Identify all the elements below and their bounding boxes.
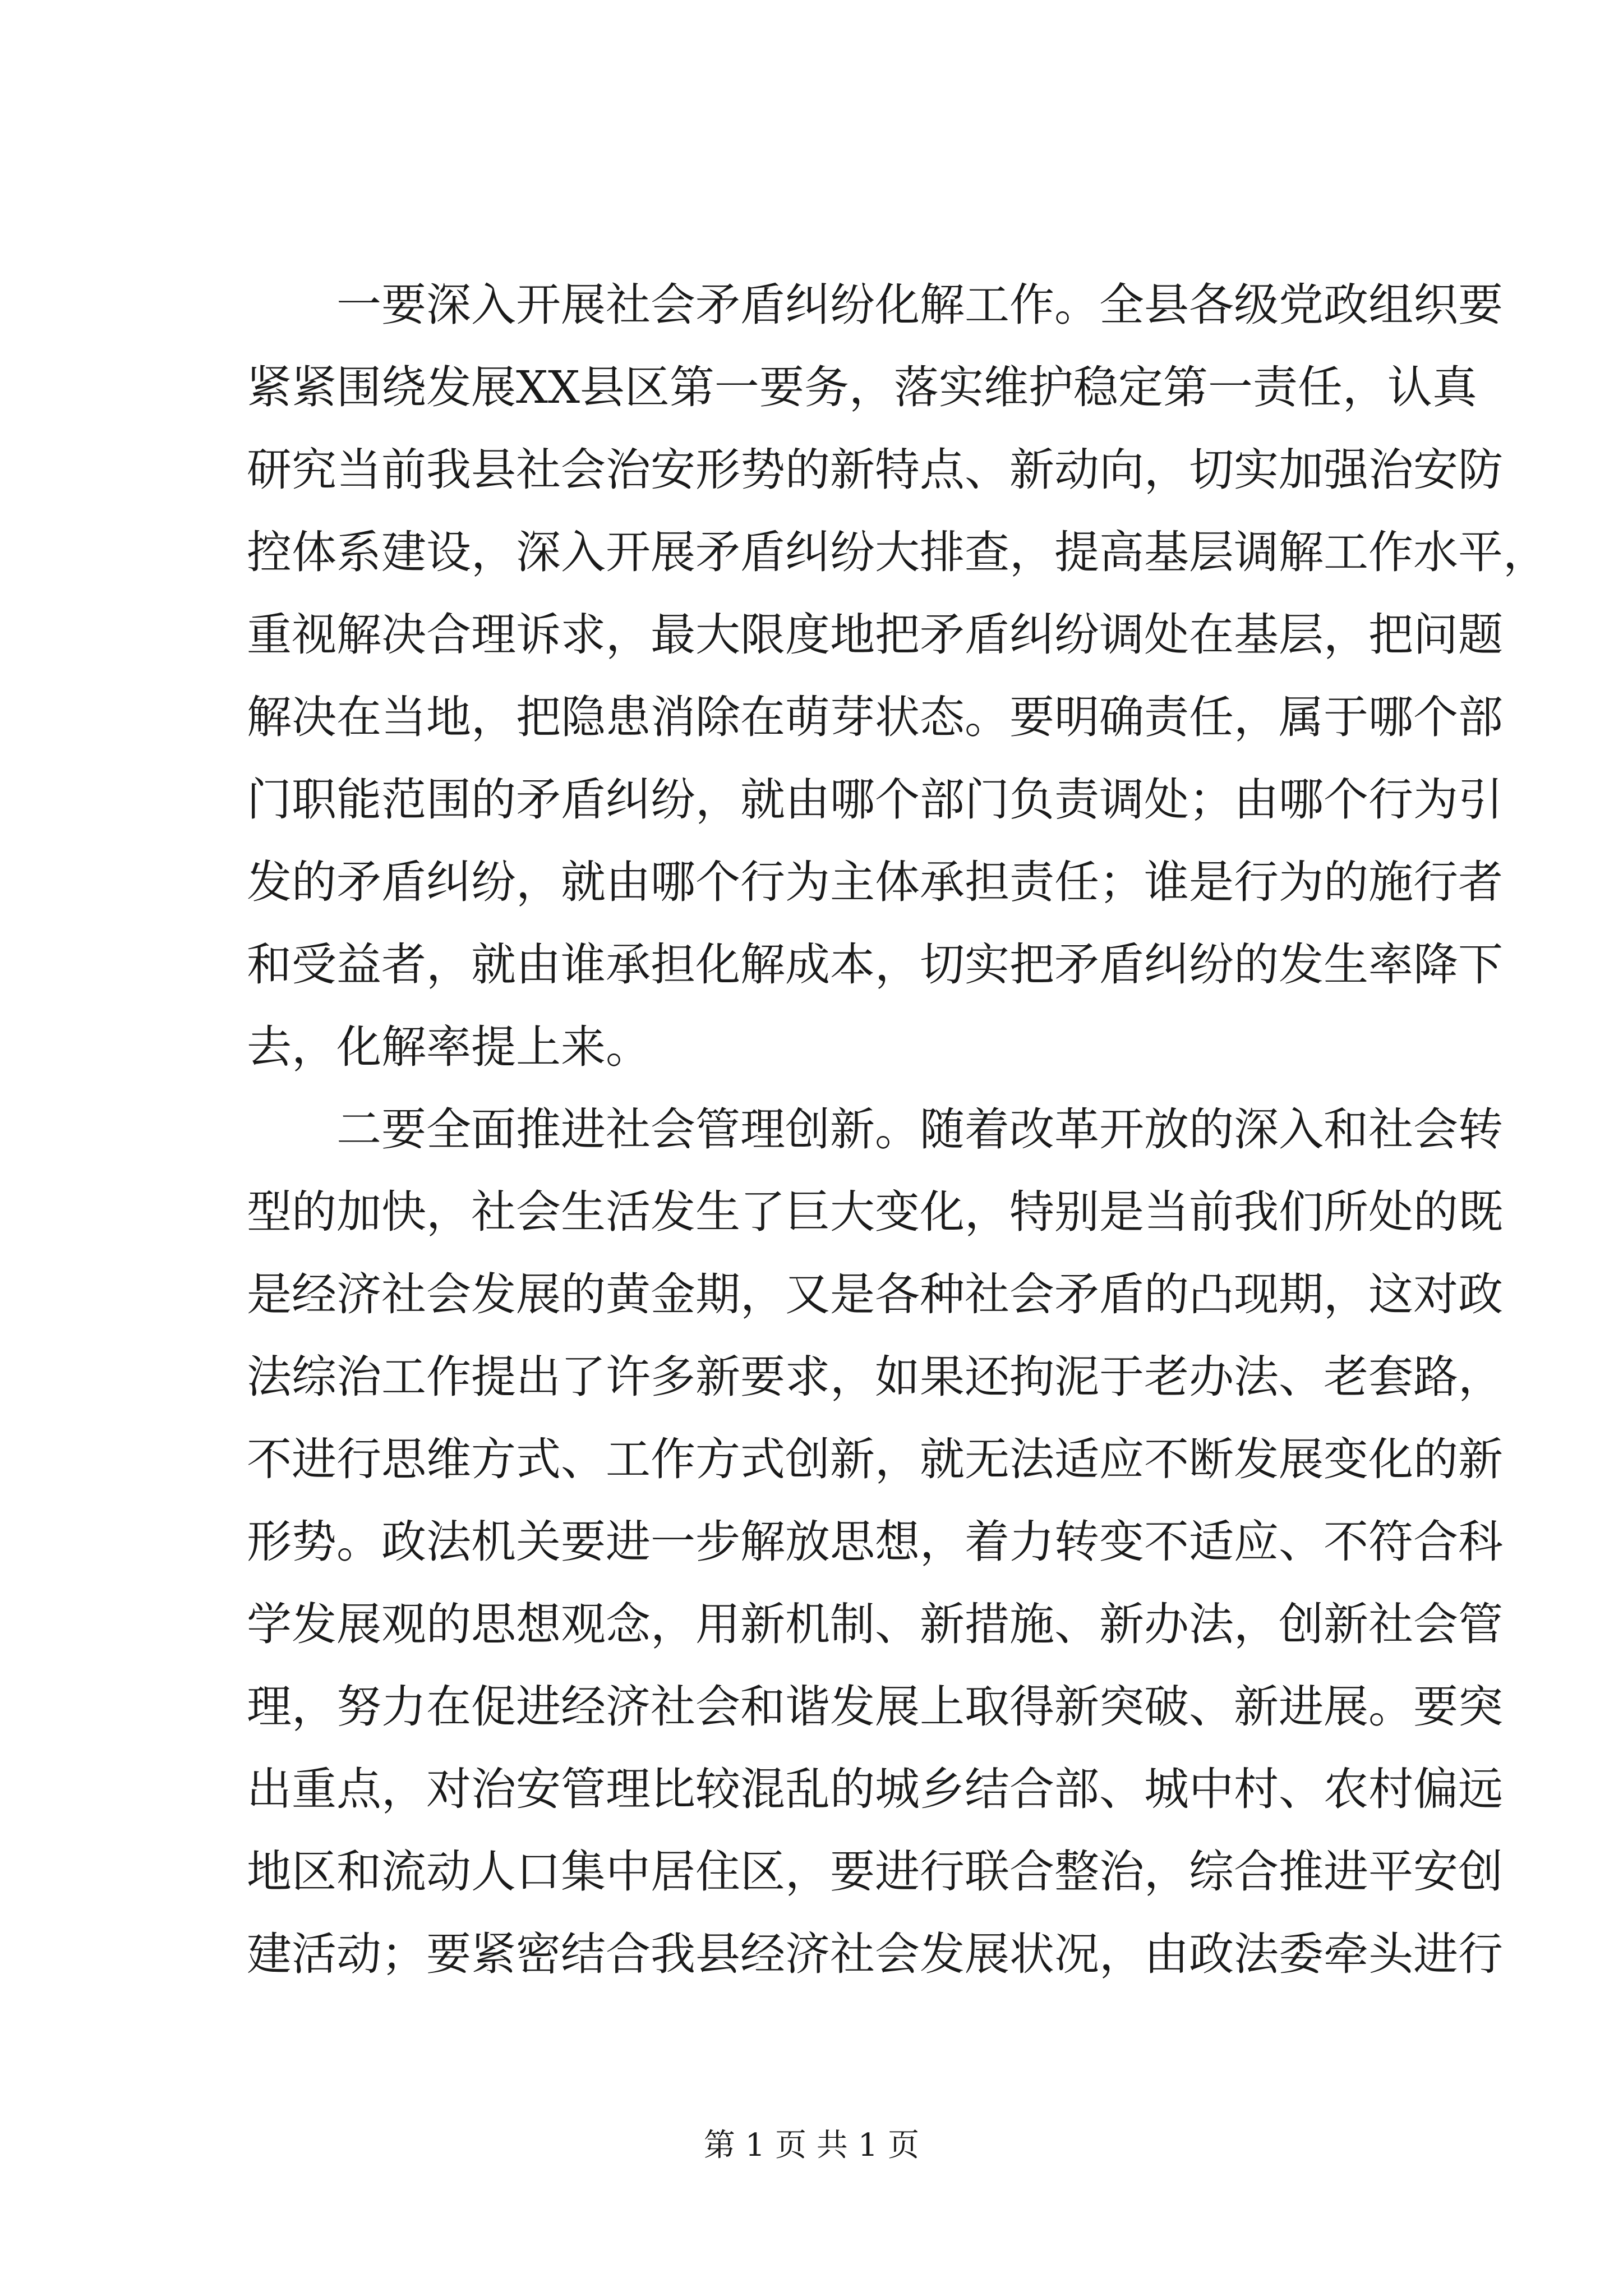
text-line: 控体系建设，深入开展矛盾纠纷大排查，提高基层调解工作水平，: [247, 526, 1548, 578]
text-line: 和受益者，就由谁承担化解成本，切实把矛盾纠纷的发生率降下: [247, 938, 1503, 991]
text-line: 门职能范围的矛盾纠纷，就由哪个部门负责调处；由哪个行为引: [247, 774, 1503, 826]
text-line: 型的加快，社会生活发生了巨大变化，特别是当前我们所处的既: [247, 1186, 1503, 1238]
text-line: 形势。政法机关要进一步解放思想，着力转变不适应、不符合科: [247, 1516, 1503, 1568]
text-line: 是经济社会发展的黄金期，又是各种社会矛盾的凸现期，这对政: [247, 1268, 1503, 1320]
paragraph-1: [247, 264, 1548, 1088]
paragraph-2: [247, 1088, 1503, 1995]
text-line: 二要全面推进社会管理创新。随着改革开放的深入和社会转: [336, 1103, 1503, 1156]
text-line: 紧紧围绕发展XX县区第一要务，落实维护稳定第一责任，认真: [247, 361, 1477, 413]
text-line: 解决在当地，把隐患消除在萌芽状态。要明确责任，属于哪个部: [247, 691, 1503, 743]
text-line: 不进行思维方式、工作方式创新，就无法适应不断发展变化的新: [247, 1433, 1503, 1485]
document-body: [247, 264, 1548, 1995]
text-line: 理，努力在促进经济社会和谐发展上取得新突破、新进展。要突: [247, 1681, 1503, 1733]
text-line: 法综治工作提出了许多新要求，如果还拘泥于老办法、老套路，: [247, 1351, 1503, 1403]
text-line: 去，化解率提上来。: [247, 1021, 651, 1073]
text-line: 出重点，对治安管理比较混乱的城乡结合部、城中村、农村偏远: [247, 1763, 1503, 1815]
text-line: 重视解决合理诉求，最大限度地把矛盾纠纷调处在基层，把问题: [247, 609, 1503, 661]
text-line: 一要深入开展社会矛盾纠纷化解工作。全县各级党政组织要: [336, 279, 1503, 331]
text-line: 发的矛盾纠纷，就由哪个行为主体承担责任；谁是行为的施行者: [247, 856, 1503, 908]
page-number-footer: 第 1 页 共 1 页: [703, 2127, 920, 2164]
text-line: 学发展观的思想观念，用新机制、新措施、新办法，创新社会管: [247, 1598, 1503, 1650]
text-line: 建活动；要紧密结合我县经济社会发展状况，由政法委牵头进行: [247, 1928, 1503, 1980]
text-line: 地区和流动人口集中居住区，要进行联合整治，综合推进平安创: [247, 1846, 1503, 1898]
text-line: 研究当前我县社会治安形势的新特点、新动向，切实加强治安防: [247, 444, 1503, 496]
